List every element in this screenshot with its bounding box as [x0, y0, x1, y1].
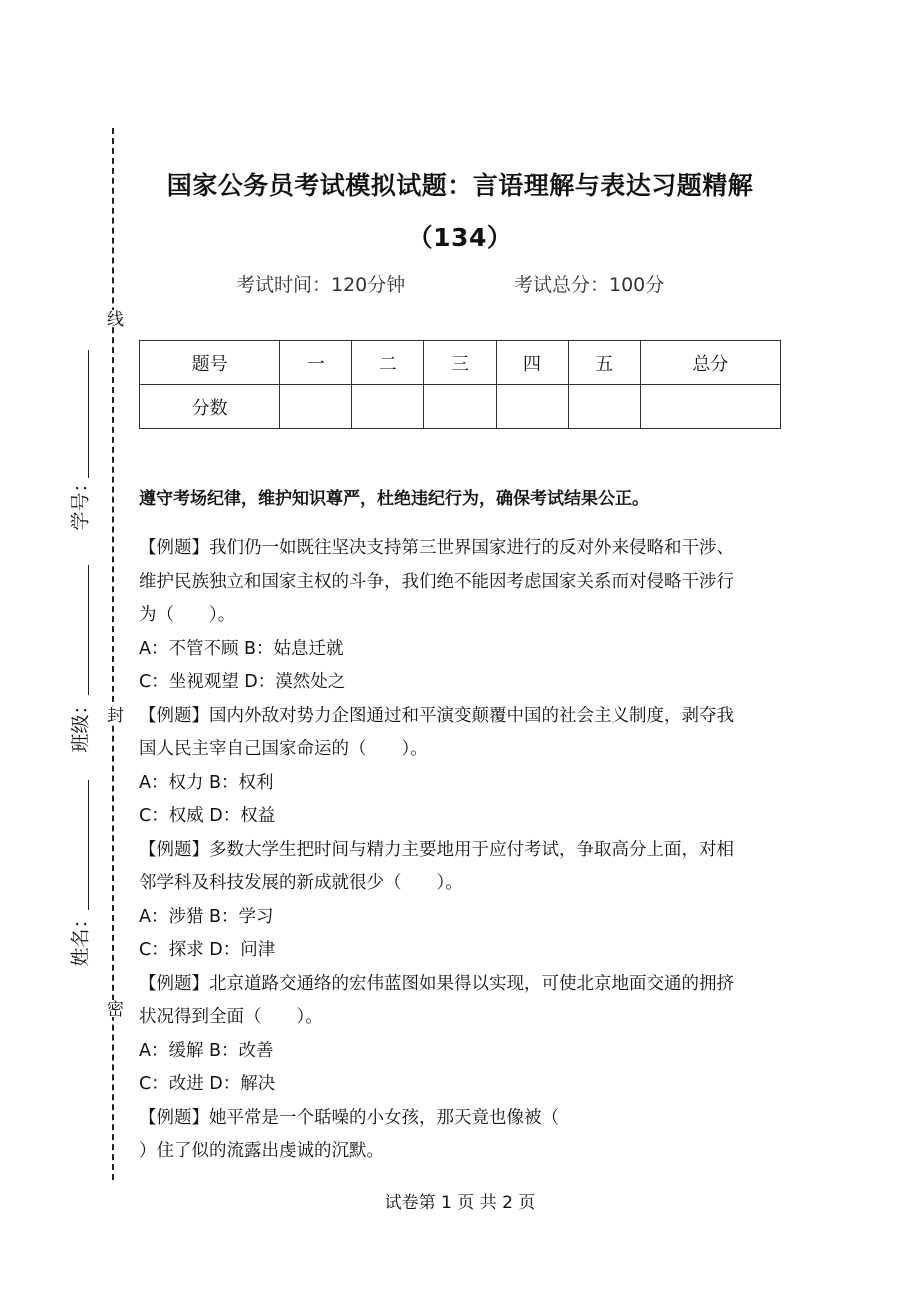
header-cell: 四 — [496, 341, 568, 385]
option-line: A：涉猎 B：学习 — [139, 906, 274, 927]
student-id-label: 学号： — [69, 473, 92, 531]
binding-mark-mi: 密 — [103, 1000, 123, 1017]
score-cell[interactable] — [352, 385, 424, 429]
score-cell[interactable] — [568, 385, 640, 429]
option-line: C：探求 D：问津 — [139, 940, 276, 960]
header-cell: 一 — [280, 341, 352, 385]
text-line: 邻学科及科技发展的新成就很少（ ）。 — [139, 873, 463, 893]
page-title-number: （134） — [407, 223, 513, 252]
header-cell: 题号 — [140, 341, 280, 385]
question-content — [139, 532, 784, 1169]
score-table-score-row — [140, 385, 781, 429]
score-cell[interactable] — [640, 385, 780, 429]
row-label-cell: 分数 — [140, 385, 280, 429]
binding-mark-feng: 封 — [103, 706, 123, 723]
text-line: 【例题】国内外敌对势力企图通过和平演变颠覆中国的社会主义制度，剥夺我 — [139, 705, 734, 726]
score-cell[interactable] — [424, 385, 496, 429]
name-underline[interactable] — [88, 780, 89, 910]
score-cell[interactable] — [280, 385, 352, 429]
text-line: ）住了似的流露出虔诚的沉默。 — [139, 1141, 384, 1161]
text-line: 状况得到全面（ ）。 — [139, 1007, 323, 1027]
option-line: C：权威 D：权益 — [139, 806, 276, 826]
text-line: 【例题】她平常是一个聒噪的小女孩，那天竟也像被（ — [139, 1107, 559, 1128]
text-line: 为（ ）。 — [139, 605, 236, 625]
option-line: A：不管不顾 B：姑息迁就 — [139, 638, 344, 659]
exam-time: 考试时间：120分钟 — [236, 274, 406, 296]
class-underline[interactable] — [88, 565, 89, 695]
header-cell: 五 — [568, 341, 640, 385]
score-table-header-row — [140, 341, 781, 385]
header-cell: 三 — [424, 341, 496, 385]
text-line: 【例题】我们仍一如既往坚决支持第三世界国家进行的反对外来侵略和干涉、 — [139, 538, 734, 558]
option-line: C：改进 D：解决 — [139, 1074, 276, 1094]
score-cell[interactable] — [496, 385, 568, 429]
header-cell: 二 — [352, 341, 424, 385]
header-cell: 总分 — [640, 341, 780, 385]
binding-mark-xian: 线 — [103, 310, 123, 327]
class-label: 班级： — [69, 695, 92, 753]
binding-dashed-line — [112, 128, 114, 1180]
student-id-underline[interactable] — [88, 350, 89, 478]
page-footer: 试卷第 1 页 共 2 页 — [384, 1193, 536, 1213]
text-line: 国人民主宰自己国家命运的（ ）。 — [139, 739, 428, 759]
option-line: A：权力 B：权利 — [139, 772, 274, 793]
exam-notice: 遵守考场纪律，维护知识尊严，杜绝违纪行为，确保考试结果公正。 — [139, 489, 649, 509]
name-label: 姓名： — [69, 909, 92, 967]
option-line: C：坐视观望 D：漠然处之 — [139, 672, 346, 692]
exam-total-score: 考试总分：100分 — [514, 274, 665, 296]
option-line: A：缓解 B：改善 — [139, 1040, 274, 1061]
text-line: 【例题】北京道路交通络的宏伟蓝图如果得以实现，可使北京地面交通的拥挤 — [139, 973, 734, 994]
text-line: 【例题】多数大学生把时间与精力主要地用于应付考试，争取高分上面，对相 — [139, 839, 734, 860]
text-line: 维护民族独立和国家主权的斗争，我们绝不能因考虑国家关系而对侵略干涉行 — [139, 571, 734, 592]
score-table — [139, 340, 781, 429]
page-title: 国家公务员考试模拟试题：言语理解与表达习题精解 — [166, 171, 754, 200]
